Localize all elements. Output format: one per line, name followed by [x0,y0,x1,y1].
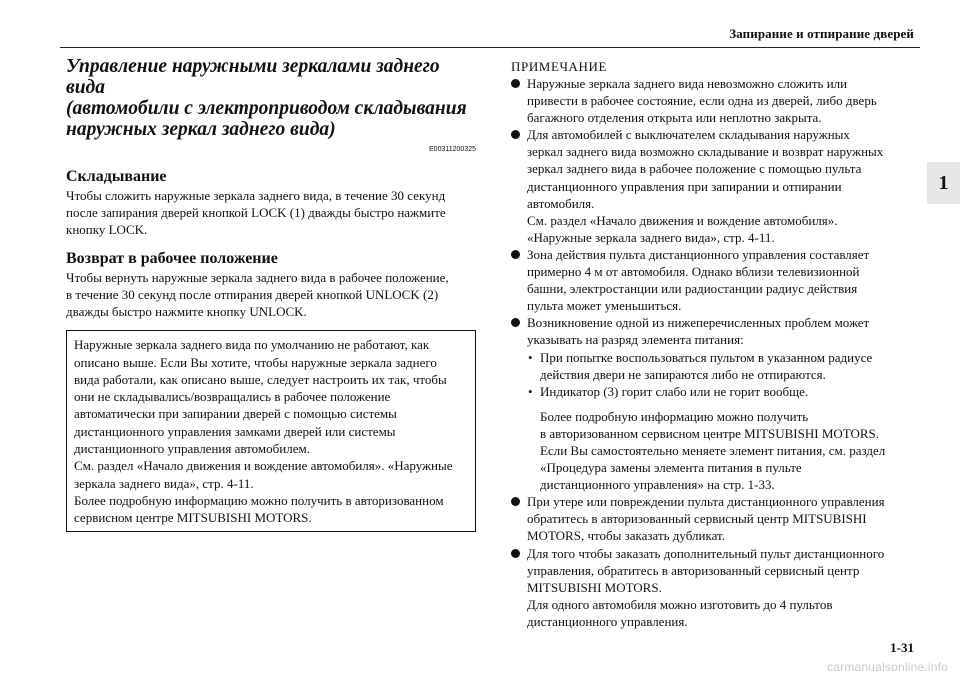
text-line: Для одного автомобиля можно изготовить до 4 пультов [527,596,833,612]
watermark-link[interactable]: carmanualsonline.info [827,660,948,674]
note-continuation [510,408,920,493]
text-line: примерно 4 м от автомобиля. Однако вблизи телевизионной [527,264,860,280]
text-line: Чтобы вернуть наружные зеркала заднего вида в рабочее положение, [66,269,449,285]
text-line: сервисном центре MITSUBISHI MOTORS. [74,510,312,526]
note-item [510,75,920,126]
text-line: «Процедура замены элемента питания в пульте [540,460,802,476]
section-code: E00311200325 [429,146,476,153]
note-heading: ПРИМЕЧАНИЕ [511,59,608,74]
text-line: Наружные зеркала заднего вида по умолчанию не работают, как [74,337,430,353]
header-rule [60,47,920,48]
text-line: багажного отделения открыта или неплотно закрыта. [527,110,822,126]
sub-bullet: • [528,349,533,365]
note-item [510,314,920,348]
text-line: дистанционного управления при запирании и отпирании [527,178,842,194]
text-line: дистанционного управления. [527,613,688,629]
text-line: MITSUBISHI MOTORS. [527,579,662,595]
return-paragraph [66,269,476,321]
bullet-icon [511,318,520,327]
header-title: Запирание и отпирание дверей [729,26,914,41]
bullet-icon [511,497,520,506]
text-line: См. раздел «Начало движения и вождение автомобиля». [527,212,838,228]
text-line: башни, электростанции или радиостанции радиус действия [527,281,858,297]
text-line: Чтобы сложить наружные зеркала заднего вида, в течение 30 секунд [66,188,446,203]
text-line: При утере или повреждении пульта дистанционного управления [527,494,885,510]
sub-bullet: • [528,383,533,399]
section-title [66,56,476,140]
text-line: Для автомобилей с выключателем складывания наружных [527,127,850,143]
text-line: вида работали, как описано выше, следует настроить их так, чтобы [74,371,447,387]
text-line: Если Вы самостоятельно меняете элемент питания, см. раздел [540,442,886,458]
text-line: дистанционного управления автомобилем. [74,441,310,456]
note-item [510,246,920,314]
sub-item [510,349,920,383]
text-line: Для того чтобы заказать дополнительный пульт дистанционного [527,545,885,561]
page-number: 1-31 [890,640,914,655]
bullet-icon [511,130,520,139]
text-line: автоматически при запирании дверей с помощью системы [74,406,397,422]
text-line: привести в рабочее состояние, если одна из дверей, либо дверь [527,93,877,109]
text-line: Зона действия пульта дистанционного управления составляет [527,246,870,262]
text-line: Наружные зеркала заднего вида невозможно сложить или [527,76,848,91]
text-line: MOTORS, чтобы заказать дубликат. [527,528,725,544]
left-column [66,56,476,532]
text-line: описано выше. Если Вы хотите, чтобы наружные зеркала заднего [74,354,437,370]
text-line: указывать на разряд элемента питания: [527,332,744,348]
text-line: действия двери не запираются либо не отпираются. [540,366,826,382]
info-box [66,330,476,532]
section-title-line: (автомобили с электроприводом складывания [66,98,467,119]
text-line: Индикатор (3) горит слабо или не горит вообще. [540,383,809,399]
text-line: дважды быстро нажмите кнопку UNLOCK. [66,304,307,320]
bullet-icon [511,549,520,558]
return-heading: Возврат в рабочее положение [66,249,278,267]
spacer [510,400,920,408]
text-line: дистанционного управления» на стр. 1-33. [540,477,775,493]
text-line: «Наружные зеркала заднего вида», стр. 4-11. [527,229,775,245]
text-line: обратитесь в авторизованный сервисный центр MITSUBISHI [527,511,867,527]
text-line: Более подробную информацию можно получить [540,408,809,424]
text-line: после запирания дверей кнопкой LOCK (1) дважды быстро нажмите [66,205,446,221]
text-line: зеркала заднего вида», стр. 4-11. [74,475,254,491]
text-line: Более подробную информацию можно получить в авторизованном [74,492,444,508]
note-item [510,545,920,630]
text-line: См. раздел «Начало движения и вождение автомобиля». «Наружные [74,458,453,474]
note-item [510,493,920,544]
text-line: Возникновение одной из нижеперечисленных проблем может [527,315,870,331]
text-line: пульта может уменьшиться. [527,298,682,314]
bullet-icon [511,250,520,259]
text-line: в течение 30 секунд после отпирания дверей кнопкой UNLOCK (2) [66,286,439,302]
section-title-line: Управление наружными зеркалами заднего вида [66,56,440,98]
chapter-tab: 1 [927,162,960,204]
bullet-icon [511,79,520,88]
text-line: управления, обратитесь в авторизованный сервисный центр [527,562,860,578]
sub-item [510,383,920,400]
text-line: автомобиля. [527,195,595,211]
text-line: При попытке воспользоваться пультом в указанном радиусе [540,349,873,365]
fold-heading: Складывание [66,168,167,185]
text-line: зеркал заднего вида возможно складывание и возврат наружных [527,144,884,160]
text-line: они не складывались/возвращались в рабочее положение [74,389,391,405]
section-title-line: наружных зеркал заднего вида) [66,119,336,140]
text-line: дистанционного управления замками дверей или системы [74,423,396,439]
text-line: кнопку LOCK. [66,222,148,238]
right-column [510,58,920,630]
note-item [510,126,920,246]
text-line: в авторизованном сервисном центре MITSUBISHI MOTORS. [540,425,880,441]
fold-paragraph [66,187,476,239]
text-line: зеркал заднего вида в рабочее положение с помощью пульта [527,161,862,177]
